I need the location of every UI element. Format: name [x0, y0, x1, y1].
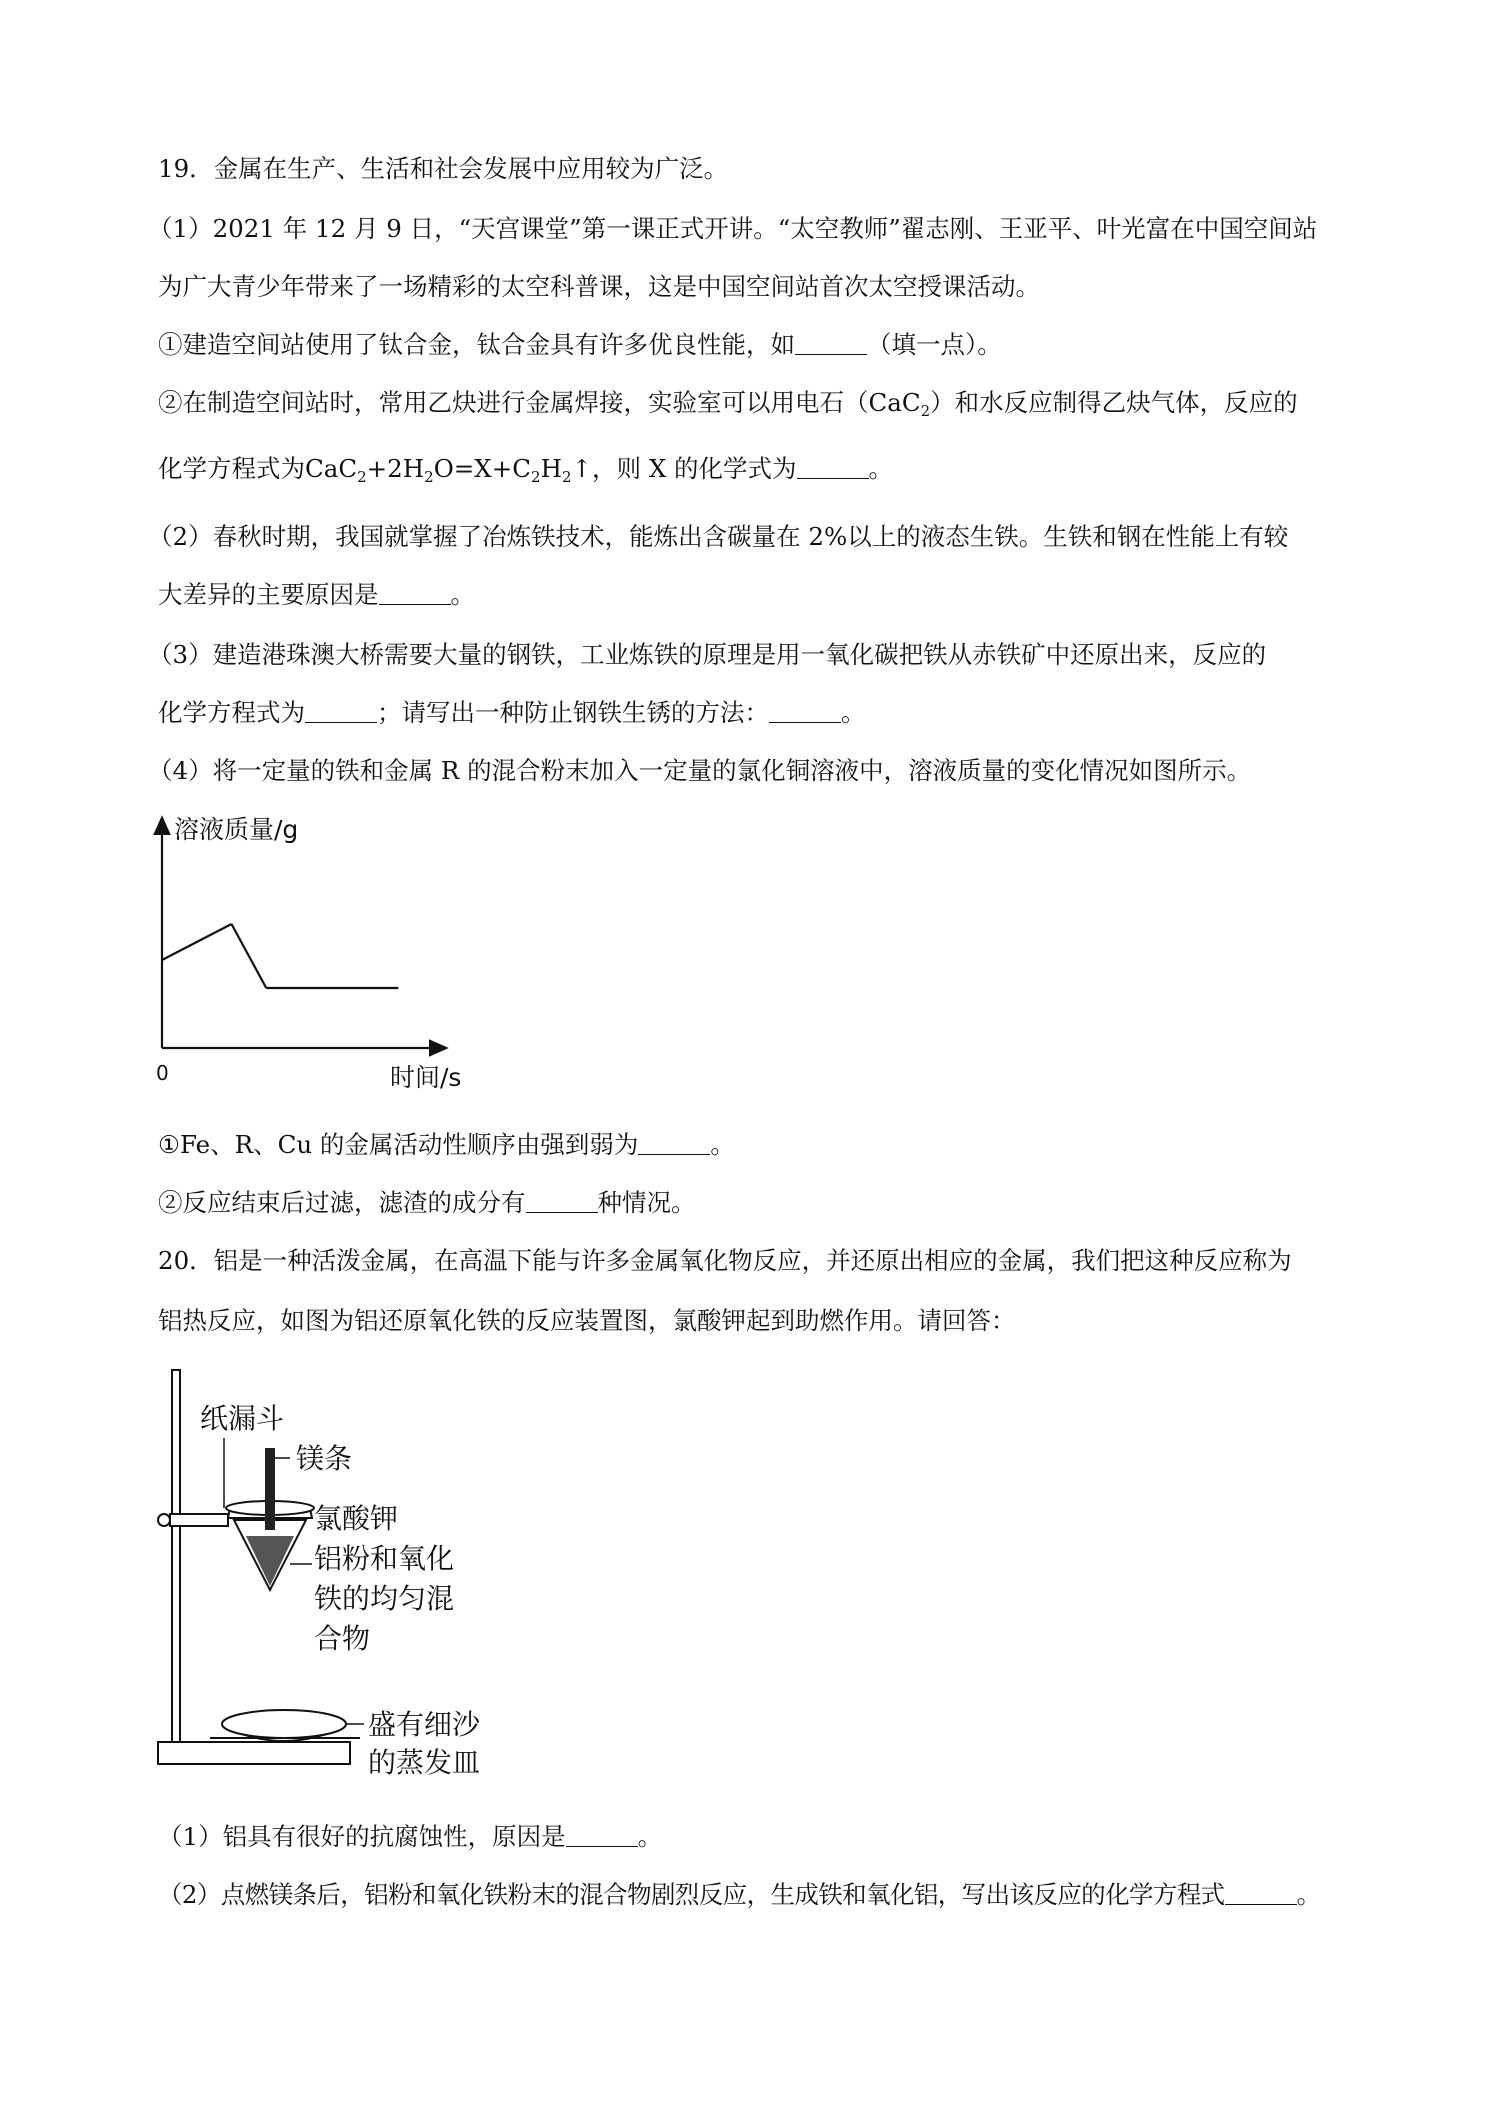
q19-part2-tail: 。: [450, 580, 475, 609]
subscript: 2: [561, 468, 572, 486]
chart-origin-label: 0: [156, 1061, 169, 1085]
answer-blank[interactable]: [1225, 1884, 1297, 1905]
answer-blank[interactable]: [305, 702, 377, 723]
q19-item1-tail: （填一点）。: [867, 330, 1002, 359]
answer-blank[interactable]: [526, 1192, 598, 1213]
q19-title: 19．金属在生产、生活和社会发展中应用较为广泛。: [158, 154, 729, 183]
eq-part: ↑，则 X 的化学式为: [571, 454, 797, 483]
magnesium-strip: [265, 1448, 275, 1530]
label-dish-1: 盛有细沙: [368, 1708, 481, 1741]
q19-item2-tail: ）和水反应制得乙炔气体，反应的: [930, 388, 1298, 417]
q20-line2: 铝热反应，如图为铝还原氧化铁的反应装置图，氯酸钾起到助燃作用。请回答：: [158, 1306, 1016, 1335]
thermite-apparatus-diagram: [150, 1368, 510, 1778]
answer-blank[interactable]: [795, 334, 867, 355]
clamp-screw: [158, 1514, 170, 1526]
q20-a2-tail: 。: [1296, 1880, 1321, 1909]
eq-tail: 。: [868, 454, 894, 483]
q19-part1-line2: 为广大青少年带来了一场精彩的太空科普课，这是中国空间站首次太空授课活动。: [158, 272, 1040, 301]
q19-part3-tail: 。: [841, 698, 866, 727]
eq-part: O=X+C: [433, 454, 532, 483]
q19-part4-text1: ①Fe、R、Cu 的金属活动性顺序由强到弱为: [158, 1130, 639, 1159]
q19-part2-text: 大差异的主要原因是: [158, 580, 379, 609]
chart-x-label: 时间/s: [390, 1063, 462, 1092]
stand-base: [158, 1742, 350, 1764]
answer-blank[interactable]: [379, 584, 451, 605]
q19-part4-tail2: 种情况。: [597, 1188, 696, 1217]
answer-blank[interactable]: [769, 702, 841, 723]
subscript: 2: [531, 468, 541, 486]
q20-line1: 20．铝是一种活泼金属，在高温下能与许多金属氧化物反应，并还原出相应的金属，我们把这种反应称为: [158, 1246, 1292, 1275]
q19-part2-line1: （2）春秋时期，我国就掌握了冶炼铁技术，能炼出含碳量在 2%以上的液态生铁。生铁和钢在性能上有较: [148, 522, 1289, 551]
label-mixture-2: 铁的均匀混: [314, 1582, 455, 1615]
answer-blank[interactable]: [797, 458, 869, 479]
q19-equation-line: [158, 452, 893, 494]
q19-part1-item2: [158, 386, 1298, 428]
q20-answer1: [158, 1820, 662, 1854]
q19-part4-item1: [158, 1128, 735, 1162]
chart-line-segment: [162, 924, 232, 960]
label-magnesium: 镁条: [296, 1442, 353, 1475]
q19-item1-text: ①建造空间站使用了钛合金，钛合金具有许多优良性能，如: [158, 330, 795, 359]
q19-part4-tail1: 。: [710, 1130, 735, 1159]
q20-a1-tail: 。: [637, 1822, 663, 1851]
clamp-arm: [170, 1514, 228, 1526]
subscript: 2: [424, 468, 434, 486]
q19-eq-intro: 化学方程式为: [158, 454, 305, 483]
stand-rod: [172, 1370, 180, 1742]
subscript: 2: [920, 402, 931, 420]
mass-time-chart: [140, 810, 490, 1100]
q20-answer2: [158, 1878, 1321, 1912]
q19-item2-text: ②在制造空间站时，常用乙炔进行金属焊接，实验室可以用电石（CaC: [158, 388, 921, 417]
q19-part1-item1: [158, 328, 1002, 362]
label-dish-2: 的蒸发皿: [368, 1746, 481, 1778]
q19-part4-item2: [158, 1186, 696, 1220]
q19-part4-line1: （4）将一定量的铁和金属 R 的混合粉末加入一定量的氯化铜溶液中，溶液质量的变化情况如图所示。: [148, 756, 1252, 785]
label-paper-funnel: 纸漏斗: [200, 1402, 285, 1435]
chart-y-label: 溶液质量/g: [174, 815, 299, 844]
q19-part3-line2: [158, 696, 866, 730]
label-mixture-3: 合物: [314, 1622, 371, 1655]
answer-blank[interactable]: [566, 1826, 638, 1847]
eq-part: +2H: [366, 454, 425, 483]
label-mixture-1: 铝粉和氧化: [314, 1542, 455, 1575]
chart-line-segment: [232, 924, 267, 988]
subscript: 2: [357, 468, 367, 486]
q20-a1-text: （1）铝具有很好的抗腐蚀性，原因是: [158, 1822, 566, 1851]
q19-part4-text2: ②反应结束后过滤，滤渣的成分有: [158, 1188, 526, 1217]
q19-part3-mid: ；请写出一种防止钢铁生锈的方法：: [377, 698, 769, 727]
q19-part3-line1: （3）建造港珠澳大桥需要大量的钢铁，工业炼铁的原理是用一氧化碳把铁从赤铁矿中还原出来，反应的: [148, 640, 1267, 669]
eq-part: H: [540, 454, 562, 483]
q20-a2-text: （2）点燃镁条后，铝粉和氧化铁粉末的混合物剧烈反应，生成铁和氧化铝，写出该反应的化学方程式: [158, 1880, 1225, 1909]
chart-series: [162, 924, 398, 988]
eq-part: CaC: [305, 454, 358, 483]
q19-part2-line2: [158, 578, 475, 612]
label-kclo3: 氯酸钾: [314, 1502, 399, 1535]
mixture-fill: [246, 1536, 294, 1586]
answer-blank[interactable]: [638, 1134, 710, 1155]
q19-part1-line1: （1）2021 年 12 月 9 日，“天宫课堂”第一课正式开讲。“太空教师”翟志刚、王亚平、叶光富在中国空间站: [148, 214, 1318, 243]
q19-part3-text: 化学方程式为: [158, 698, 305, 727]
